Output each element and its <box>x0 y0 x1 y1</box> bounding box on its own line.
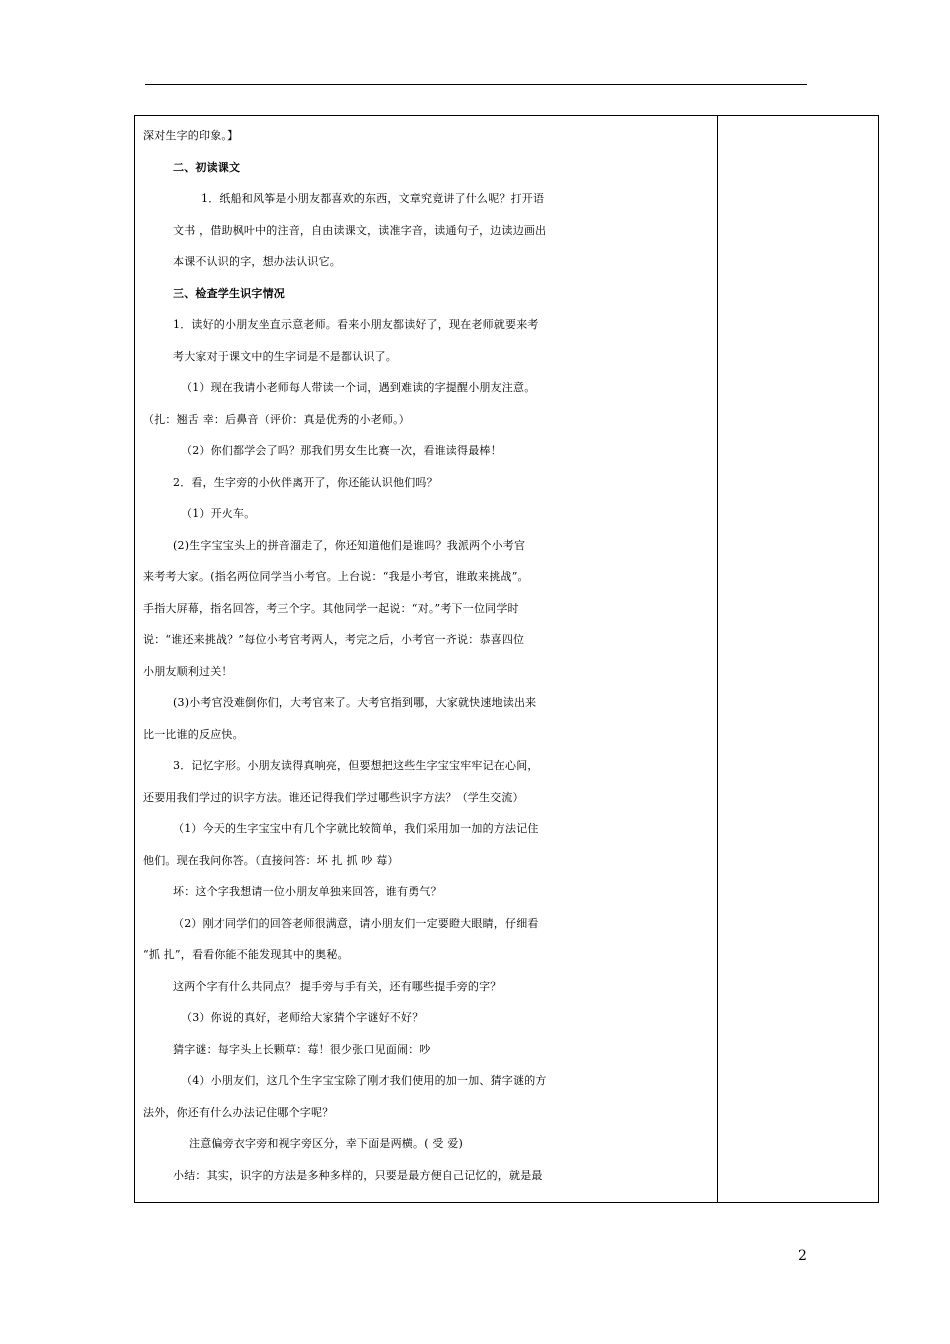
text-line: 本课不认识的字，想办法认识它。 <box>173 255 341 268</box>
text-line: 来考考大家。(指名两位同学当小考官。上台说：“我是小考官，谁敢来挑战”。 <box>143 570 529 583</box>
text-line: （3）你说的真好，老师给大家猜个字谜好不好？ <box>181 1011 424 1024</box>
text-line: （2）你们都学会了吗？那我们男女生比赛一次，看谁读得最棒！ <box>181 444 502 457</box>
text-line: 文书 ，借助枫叶中的注音，自由读课文，读准字音，读通句子，边读边画出 <box>173 223 547 237</box>
text-line: （1）开火车。 <box>181 507 256 520</box>
text-line: （4）小朋友们，这几个生字宝宝除了刚才我们使用的加一加、猜字谜的方 <box>181 1074 547 1087</box>
text-line: 小结：其实，识字的方法是多种多样的，只要是最方便自己记忆的，就是最 <box>173 1168 543 1182</box>
text-line: (2)生字宝宝头上的拼音溜走了，你还知道他们是谁吗？我派两个小考官 <box>173 538 526 552</box>
text-line: 法外，你还有什么办法记住哪个字呢？ <box>143 1105 334 1119</box>
lesson-table <box>134 115 879 1203</box>
text-line: 说：“谁还来挑战？”每位小考官考两人，考完之后，小考官一齐说：恭喜四位 <box>143 633 525 646</box>
text-line: 考大家对于课文中的生字词是不是都认识了。 <box>173 349 397 363</box>
page-number: 2 <box>798 1248 807 1264</box>
table-column-divider <box>717 116 718 1202</box>
lesson-content-cell <box>143 120 715 1191</box>
text-line: （1）现在我请小老师每人带读一个词，遇到难读的字提醒小朋友注意。 <box>181 381 536 394</box>
section-heading: 二、初读课文 <box>173 160 241 174</box>
header-rule <box>145 84 807 85</box>
text-line: （2）刚才同学们的回答老师很满意，请小朋友们一定要瞪大眼睛，仔细看 <box>173 916 539 930</box>
text-line: 坏：这个字我想请一位小朋友单独来回答，谁有勇气？ <box>173 885 442 898</box>
text-line: 注意偏旁衣字旁和视字旁区分，幸下面是两横。( 受 爱) <box>189 1137 463 1150</box>
text-line: 手指大屏幕，指名回答，考三个字。其他同学一起说：“对。”考下一位同学时 <box>143 601 519 615</box>
text-line: 比一比谁的反应快。 <box>143 727 244 741</box>
text-line: 他们。现在我问你答。（直接问答：坏 扎 抓 吵 莓） <box>143 853 399 867</box>
text-line: （1）今天的生字宝宝中有几个字就比较简单，我们采用加一加的方法记住 <box>173 822 539 835</box>
text-line: （扎：翘舌 幸：后鼻音（评价：真是优秀的小老师。） <box>143 412 410 426</box>
text-line: 1．纸船和风筝是小朋友都喜欢的东西，文章究竟讲了什么呢？打开语 <box>201 192 545 205</box>
text-line: 小朋友顺利过关！ <box>143 664 233 678</box>
text-line: 猜字谜：每字头上长颗草：莓！很少张口见面闹：吵 <box>173 1042 431 1056</box>
text-line: 3．记忆字形。小朋友读得真响亮，但要想把这些生字宝宝牢牢记在心间， <box>173 759 539 772</box>
text-line: “抓 扎”，看看你能不能发现其中的奥秘。 <box>143 948 349 961</box>
text-line: 这两个字有什么共同点？ 提手旁与手有关，还有哪些提手旁的字？ <box>173 979 502 993</box>
text-line: 还要用我们学过的识字方法。谁还记得我们学过哪些识字方法？（学生交流） <box>143 790 524 804</box>
section-heading: 三、检查学生识字情况 <box>173 286 285 300</box>
text-line: 2．看，生字旁的小伙伴离开了，你还能认识他们吗？ <box>173 475 438 489</box>
text-line: 深对生字的印象。】 <box>143 129 239 142</box>
text-line: 1．读好的小朋友坐直示意老师。看来小朋友都读好了，现在老师就要来考 <box>173 318 539 331</box>
text-line: (3)小考官没难倒你们，大考官来了。大考官指到哪，大家就快速地读出来 <box>173 696 537 709</box>
